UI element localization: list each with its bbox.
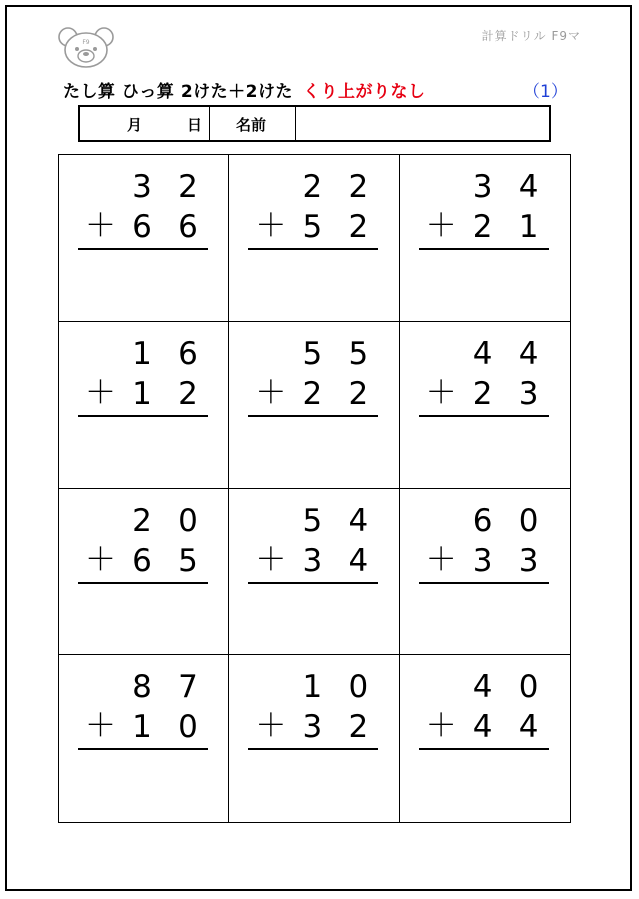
addend2-tens: 6 — [132, 542, 152, 579]
problem-cell[interactable] — [400, 155, 570, 322]
addend2-tens: 2 — [302, 375, 323, 412]
plus-sign: ＋ — [255, 708, 287, 745]
addend1-ones: 2 — [178, 169, 198, 205]
title-accent: くり上がりなし — [303, 82, 426, 102]
addend1-ones: 0 — [518, 502, 539, 539]
name-field[interactable] — [296, 107, 549, 140]
problem-cell[interactable] — [59, 322, 229, 489]
addend2-tens: 6 — [132, 209, 152, 245]
plus-sign: ＋ — [425, 208, 457, 244]
month-label: 月 — [127, 116, 143, 134]
answer-line — [248, 748, 378, 750]
problem-cell[interactable] — [59, 655, 229, 822]
answer-line — [248, 582, 378, 584]
addend2-ones: 4 — [518, 709, 539, 746]
brand-label: 計算ドリル F9マ — [481, 29, 581, 43]
plus-sign: ＋ — [85, 374, 116, 411]
plus-sign: ＋ — [85, 708, 116, 745]
addend1-ones: 6 — [178, 335, 198, 372]
addend2-tens: 3 — [302, 542, 323, 579]
addend1-tens: 1 — [132, 335, 152, 372]
problem-cell[interactable] — [229, 155, 399, 322]
answer-line — [78, 248, 208, 250]
addend1-ones: 0 — [348, 669, 369, 706]
plus-sign: ＋ — [425, 708, 457, 745]
addend1-ones: 4 — [518, 169, 539, 205]
addend1-tens: 1 — [302, 669, 323, 706]
addend1-ones: 7 — [178, 669, 198, 706]
addend2-tens: 2 — [472, 375, 493, 412]
answer-line — [248, 248, 378, 250]
problem-cell[interactable] — [229, 655, 399, 822]
problem-cell[interactable] — [229, 489, 399, 656]
name-date-box — [78, 105, 551, 142]
addend2-tens: 3 — [472, 542, 493, 579]
problem-cell[interactable] — [400, 655, 570, 822]
addend2-tens: 4 — [472, 709, 493, 746]
plus-sign: ＋ — [425, 374, 457, 411]
answer-line — [419, 415, 549, 417]
day-label: 日 — [187, 116, 203, 134]
addend2-ones: 2 — [348, 709, 369, 746]
answer-line — [248, 415, 378, 417]
addend2-tens: 2 — [472, 209, 493, 245]
problem-grid — [58, 154, 571, 823]
answer-line — [419, 748, 549, 750]
problem-cell[interactable] — [59, 489, 229, 656]
plus-sign: ＋ — [255, 541, 287, 578]
addend1-ones: 0 — [178, 502, 198, 539]
addend2-ones: 5 — [178, 542, 198, 579]
plus-sign: ＋ — [425, 541, 457, 578]
logo-text: F9 — [82, 39, 90, 46]
answer-line — [78, 582, 208, 584]
addend1-tens: 5 — [302, 335, 323, 372]
addend2-ones: 6 — [178, 209, 198, 245]
addend2-tens: 3 — [302, 709, 323, 746]
addend1-tens: 5 — [302, 502, 323, 539]
addend1-ones: 0 — [518, 669, 539, 706]
answer-line — [78, 748, 208, 750]
addend2-ones: 3 — [518, 375, 539, 412]
plus-sign: ＋ — [255, 374, 287, 411]
addend1-tens: 2 — [302, 169, 323, 205]
addend1-ones: 5 — [348, 335, 369, 372]
addend1-tens: 2 — [132, 502, 152, 539]
bear-face-icon — [57, 25, 115, 69]
problem-cell[interactable] — [400, 489, 570, 656]
addend1-tens: 8 — [132, 669, 152, 706]
problem-cell[interactable] — [400, 322, 570, 489]
addend1-ones: 2 — [348, 169, 369, 205]
addend2-tens: 1 — [132, 375, 152, 412]
addend1-tens: 4 — [472, 335, 493, 372]
addend2-tens: 1 — [132, 709, 152, 746]
addend1-tens: 3 — [132, 169, 152, 205]
addend2-ones: 2 — [348, 209, 369, 245]
addend1-ones: 4 — [348, 502, 369, 539]
problem-cell[interactable] — [229, 322, 399, 489]
addend2-ones: 1 — [518, 209, 539, 245]
name-label: 名前 — [210, 107, 296, 140]
answer-line — [419, 582, 549, 584]
addend1-tens: 4 — [472, 669, 493, 706]
addend2-ones: 3 — [518, 542, 539, 579]
addend1-tens: 6 — [472, 502, 493, 539]
title-main: たし算 ひっ算 2けた＋2けた — [63, 82, 293, 102]
plus-sign: ＋ — [255, 208, 287, 244]
addend2-tens: 5 — [302, 209, 323, 245]
answer-line — [78, 415, 208, 417]
addend2-ones: 4 — [348, 542, 369, 579]
plus-sign: ＋ — [85, 541, 116, 578]
plus-sign: ＋ — [85, 208, 116, 244]
sheet-number: （1） — [523, 82, 568, 102]
addend1-tens: 3 — [472, 169, 493, 205]
answer-line — [419, 248, 549, 250]
addend2-ones: 0 — [178, 709, 198, 746]
page-title — [63, 77, 426, 102]
problem-cell[interactable] — [59, 155, 229, 322]
addend1-ones: 4 — [518, 335, 539, 372]
addend2-ones: 2 — [348, 375, 369, 412]
date-field[interactable] — [80, 107, 210, 140]
addend2-ones: 2 — [178, 375, 198, 412]
